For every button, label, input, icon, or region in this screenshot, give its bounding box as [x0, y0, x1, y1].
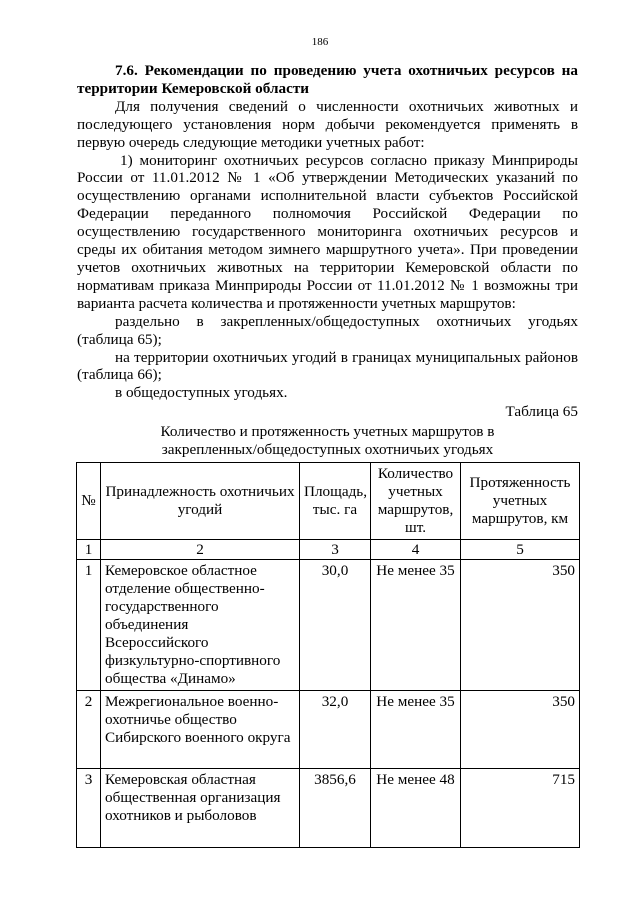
row-num: 1 [77, 560, 101, 690]
column-number: 3 [300, 539, 371, 560]
row-owner: Кемеровское областное отделение общественно-государственного объединения Всероссийского физкультурно-спортивного общества «Динамо» [101, 560, 300, 690]
column-number: 1 [77, 539, 101, 560]
header-length: Протяженность учетных маршрутов, км [461, 462, 580, 539]
row-length: 350 [461, 690, 580, 768]
variant-separate-lands: раздельно в закрепленных/общедоступных охотничьих угодьях (таблица 65); [77, 312, 578, 348]
row-area: 32,0 [300, 690, 371, 768]
row-length: 350 [461, 560, 580, 690]
row-num: 2 [77, 690, 101, 768]
column-number-row [77, 539, 580, 560]
section-heading: 7.6. Рекомендации по проведению учета охотничьих ресурсов на территории Кемеровской области [77, 62, 578, 97]
hunting-routes-table [76, 462, 580, 848]
column-number: 4 [371, 539, 461, 560]
table-row [77, 560, 580, 690]
header-num: № [77, 462, 101, 539]
table-label: Таблица 65 [505, 403, 578, 421]
page-number: 186 [311, 36, 329, 48]
header-count: Количество учетных маршрутов, шт. [371, 462, 461, 539]
row-count: Не менее 35 [371, 560, 461, 690]
table-row [77, 768, 580, 847]
table-row [77, 690, 580, 768]
row-count: Не менее 48 [371, 768, 461, 847]
header-area: Площадь, тыс. га [300, 462, 371, 539]
document-body [77, 62, 578, 848]
variant-municipal-districts: на территории охотничьих угодий в границах муниципальных районов (таблица 66); [77, 348, 578, 384]
table-header-row [77, 462, 580, 539]
table-caption-line-2: закрепленных/общедоступных охотничьих угодьях [161, 441, 494, 459]
table-caption-line-1: Количество и протяженность учетных маршрутов в [160, 423, 495, 441]
row-count: Не менее 35 [371, 690, 461, 768]
row-area: 30,0 [300, 560, 371, 690]
header-owner: Принадлежность охотничьих угодий [101, 462, 300, 539]
intro-paragraph: Для получения сведений о численности охотничьих животных и последующего установления норм добычи рекомендуется применять в первую очередь следующие методики учетных работ: [77, 97, 578, 151]
row-num: 3 [77, 768, 101, 847]
row-length: 715 [461, 768, 580, 847]
table-caption [77, 423, 578, 459]
row-area: 3856,6 [300, 768, 371, 847]
column-number: 2 [101, 539, 300, 560]
row-owner: Кемеровская областная общественная организация охотников и рыболовов [101, 768, 300, 847]
method-item-1: 1) мониторинг охотничьих ресурсов согласно приказу Минприроды России от 11.01.2012 № 1 «Об утверждении Методических указаний по осуществлению органами исполнительной власти субъектов Российской Федерации переданного полномочия Российской Федерации по осуществлению государственного мониторинга охотничьих ресурсов и среды их обитания методом зимнего маршрутного учета». При проведении учетов охотничьих животных на территории Кемеровской области по нормативам приказа Минприроды России от 11.01.2012 № 1 возможны три варианта расчета количества и протяженности учетных маршрутов: [77, 151, 578, 312]
row-owner: Межрегиональное военно-охотничье общество Сибирского военного округа [101, 690, 300, 768]
column-number: 5 [461, 539, 580, 560]
variant-public-lands: в общедоступных угодьях. [115, 384, 288, 402]
